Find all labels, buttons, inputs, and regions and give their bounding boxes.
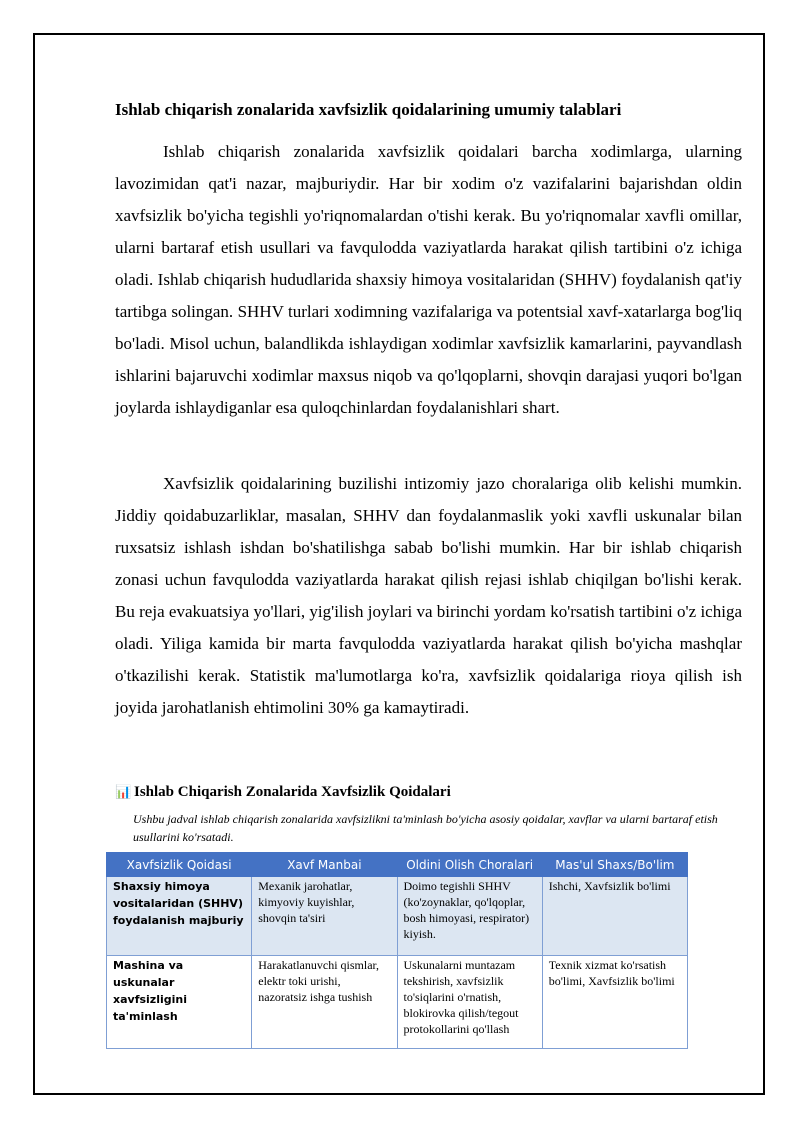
safety-rules-table <box>106 852 688 1049</box>
table-cell: Ishchi, Xavfsizlik bo'limi <box>542 877 687 956</box>
header-hazard-source: Xavf Manbai <box>252 853 397 877</box>
header-rule: Xavfsizlik Qoidasi <box>107 853 252 877</box>
table-cell: Mexanik jarohatlar, kimyoviy kuyishlar, shovqin ta'siri <box>252 877 397 956</box>
table-row <box>107 877 688 956</box>
table-title <box>115 782 451 802</box>
header-prevention: Oldini Olish Choralari <box>397 853 542 877</box>
table-cell: Doimo tegishli SHHV (ko'zoynaklar, qo'lqoplar, bosh himoyasi, respirator) kiyish. <box>397 877 542 956</box>
table-header-row <box>107 853 688 877</box>
table-cell: Uskunalarni muntazam tekshirish, xavfsizlik to'siqlarini o'rnatish, blokirovka qilish/tegout protokollarini qo'llash <box>397 956 542 1049</box>
paragraph-2: Xavfsizlik qoidalarining buzilishi intizomiy jazo choralariga olib kelishi mumkin. Jiddiy qoidabuzarliklar, masalan, SHHV dan foydalanmaslik yoki xavfli uskunalar bilan ruxsatsiz ishlash ishdan bo'shatilishga sabab bo'lishi mumkin. Har bir ishlab chiqarish zonasi uchun favqulodda vaziyatlarda harakat qilish rejasi ishlab chiqilgan bo'lishi kerak. Bu reja evakuatsiya yo'llari, yig'ilish joylari va birinchi yordam ko'rsatish tartibini o'z ichiga oladi. Yiliga kamida bir marta favqulodda vaziyatlarda harakat qilish bo'yicha mashqlar o'tkazilishi kerak. Statistik ma'lumotlarga ko'ra, xavfsizlik qoidalariga rioya qilish ish joyida jarohatlanish ehtimolini 30% ga kamaytiradi. <box>115 474 742 717</box>
table-title-text: Ishlab Chiqarish Zonalarida Xavfsizlik Qoidalari <box>134 784 451 800</box>
table-cell: Texnik xizmat ko'rsatish bo'limi, Xavfsizlik bo'limi <box>542 956 687 1049</box>
table-cell: Mashina va uskunalar xavfsizligini ta'minlash <box>107 956 252 1049</box>
header-responsible: Mas'ul Shaxs/Bo'lim <box>542 853 687 877</box>
table-cell: Shaxsiy himoya vositalaridan (SHHV) foydalanish majburiy <box>107 877 252 956</box>
paragraph-1: Ishlab chiqarish zonalarida xavfsizlik qoidalari barcha xodimlarga, ularning lavozimidan qat'i nazar, majburiydir. Har bir xodim o'z vazifalarini bajarishdan oldin xavfsizlik bo'yicha tegishli yo'riqnomalardan o'tishi kerak. Bu yo'riqnomalar xavfli omillar, ularni bartaraf etish usullari va favqulodda vaziyatlarda harakat qilish tartibini o'z ichiga oladi. Ishlab chiqarish hududlarida shaxsiy himoya vositalaridan (SHHV) foydalanish qat'iy tartibga solingan. SHHV turlari xodimning vazifalariga va potentsial xavf-xatarlarga bog'liq bo'ladi. Misol uchun, balandlikda ishlaydigan xodimlar xavfsizlik kamarlarini, payvandlash ishlarini bajaruvchi xodimlar maxsus niqob va qo'lqoplarni, shovqin darajasi yuqori bo'lgan joylarda ishlaydiganlar esa quloqchinlardan foydalanishlari shart. <box>115 142 742 417</box>
chart-icon: 📊 <box>115 784 132 799</box>
section-heading: Ishlab chiqarish zonalarida xavfsizlik qoidalarining umumiy talablari <box>115 100 622 119</box>
table-row <box>107 956 688 1049</box>
table-description: Ushbu jadval ishlab chiqarish zonalarida xavfsizlikni ta'minlash bo'yicha asosiy qoidalar, xavflar va ularni bartaraf etish usullarini ko'rsatadi. <box>133 812 718 844</box>
table-cell: Harakatlanuvchi qismlar, elektr toki urishi, nazoratsiz ishga tushish <box>252 956 397 1049</box>
